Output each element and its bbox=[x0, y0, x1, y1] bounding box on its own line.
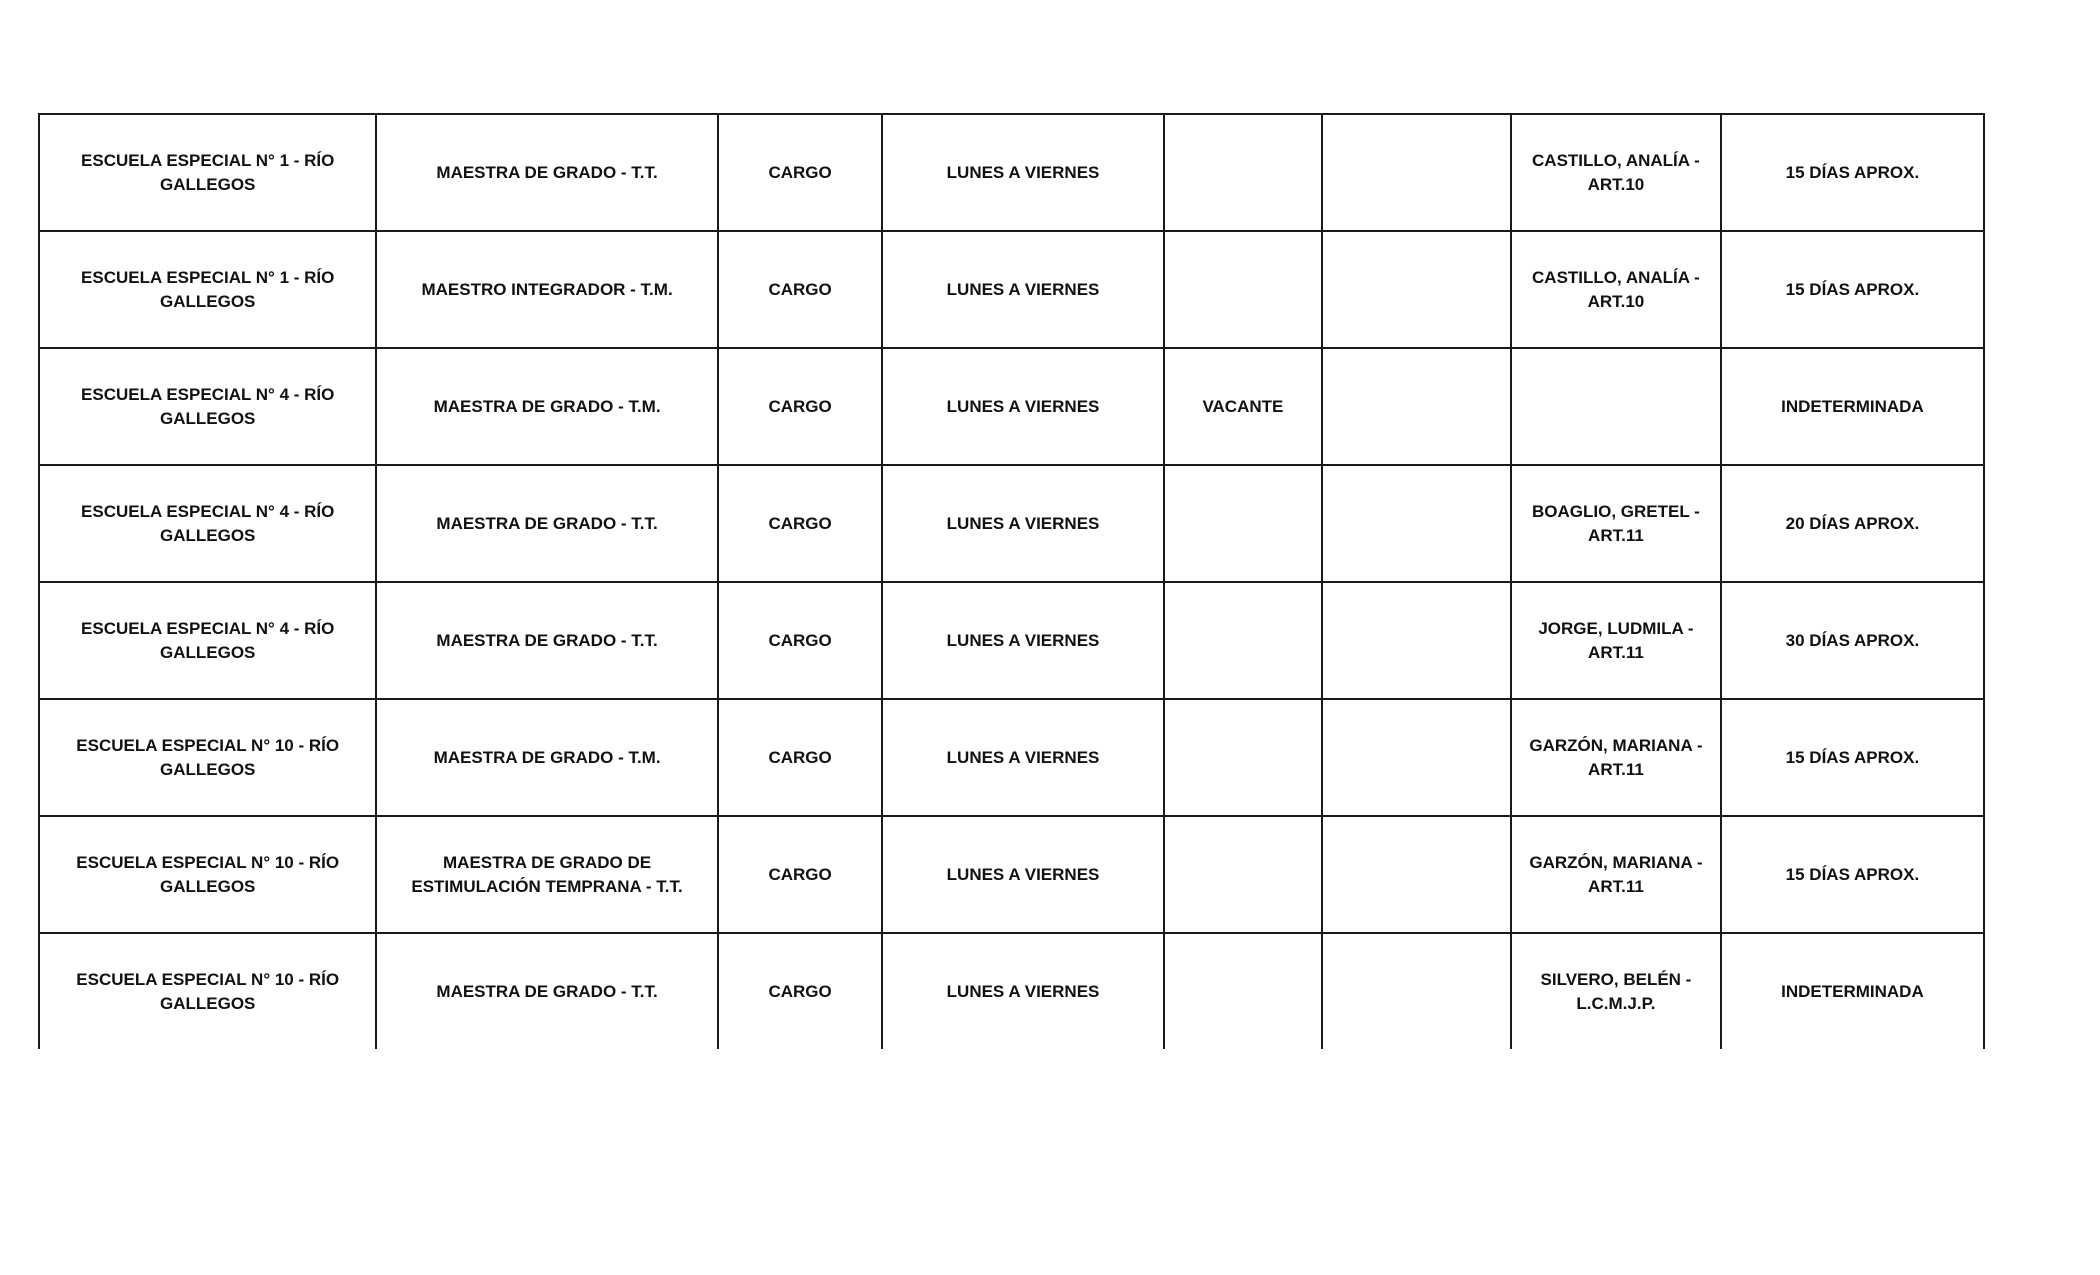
status-cell bbox=[1164, 465, 1323, 582]
schedule-cell: LUNES A VIERNES bbox=[882, 816, 1163, 933]
schedule-cell: LUNES A VIERNES bbox=[882, 114, 1163, 231]
status-cell bbox=[1164, 816, 1323, 933]
duration-cell: 30 DÍAS APROX. bbox=[1721, 582, 1984, 699]
schedule-cell: LUNES A VIERNES bbox=[882, 933, 1163, 1049]
duration-cell: INDETERMINADA bbox=[1721, 933, 1984, 1049]
duration-cell: 15 DÍAS APROX. bbox=[1721, 699, 1984, 816]
status-cell: VACANTE bbox=[1164, 348, 1323, 465]
type-cell: CARGO bbox=[718, 348, 883, 465]
holder-cell: JORGE, LUDMILA - ART.11 bbox=[1511, 582, 1721, 699]
table-row bbox=[39, 348, 1984, 465]
school-cell: ESCUELA ESPECIAL N° 10 - RÍO GALLEGOS bbox=[39, 699, 376, 816]
empty-cell bbox=[1322, 933, 1511, 1049]
position-cell: MAESTRA DE GRADO - T.M. bbox=[376, 348, 717, 465]
type-cell: CARGO bbox=[718, 465, 883, 582]
schedule-cell: LUNES A VIERNES bbox=[882, 699, 1163, 816]
empty-cell bbox=[1322, 699, 1511, 816]
position-cell: MAESTRA DE GRADO DE ESTIMULACIÓN TEMPRANA - T.T. bbox=[376, 816, 717, 933]
status-cell bbox=[1164, 114, 1323, 231]
duration-cell: 15 DÍAS APROX. bbox=[1721, 816, 1984, 933]
holder-cell: CASTILLO, ANALÍA - ART.10 bbox=[1511, 114, 1721, 231]
empty-cell bbox=[1322, 348, 1511, 465]
position-cell: MAESTRA DE GRADO - T.T. bbox=[376, 582, 717, 699]
duration-cell: INDETERMINADA bbox=[1721, 348, 1984, 465]
holder-cell: CASTILLO, ANALÍA - ART.10 bbox=[1511, 231, 1721, 348]
duration-cell: 20 DÍAS APROX. bbox=[1721, 465, 1984, 582]
type-cell: CARGO bbox=[718, 114, 883, 231]
type-cell: CARGO bbox=[718, 933, 883, 1049]
position-cell: MAESTRA DE GRADO - T.T. bbox=[376, 933, 717, 1049]
position-cell: MAESTRO INTEGRADOR - T.M. bbox=[376, 231, 717, 348]
holder-cell: GARZÓN, MARIANA - ART.11 bbox=[1511, 699, 1721, 816]
schedule-cell: LUNES A VIERNES bbox=[882, 231, 1163, 348]
position-cell: MAESTRA DE GRADO - T.M. bbox=[376, 699, 717, 816]
empty-cell bbox=[1322, 582, 1511, 699]
vacancies-table bbox=[38, 113, 1985, 1049]
duration-cell: 15 DÍAS APROX. bbox=[1721, 114, 1984, 231]
holder-cell bbox=[1511, 348, 1721, 465]
school-cell: ESCUELA ESPECIAL N° 4 - RÍO GALLEGOS bbox=[39, 348, 376, 465]
schedule-cell: LUNES A VIERNES bbox=[882, 582, 1163, 699]
status-cell bbox=[1164, 933, 1323, 1049]
empty-cell bbox=[1322, 231, 1511, 348]
table-row bbox=[39, 582, 1984, 699]
position-cell: MAESTRA DE GRADO - T.T. bbox=[376, 114, 717, 231]
position-cell: MAESTRA DE GRADO - T.T. bbox=[376, 465, 717, 582]
school-cell: ESCUELA ESPECIAL N° 1 - RÍO GALLEGOS bbox=[39, 231, 376, 348]
school-cell: ESCUELA ESPECIAL N° 1 - RÍO GALLEGOS bbox=[39, 114, 376, 231]
type-cell: CARGO bbox=[718, 699, 883, 816]
vacancies-sheet bbox=[38, 113, 1985, 1049]
school-cell: ESCUELA ESPECIAL N° 10 - RÍO GALLEGOS bbox=[39, 933, 376, 1049]
empty-cell bbox=[1322, 465, 1511, 582]
table-row bbox=[39, 933, 1984, 1049]
status-cell bbox=[1164, 231, 1323, 348]
type-cell: CARGO bbox=[718, 816, 883, 933]
empty-cell bbox=[1322, 816, 1511, 933]
status-cell bbox=[1164, 582, 1323, 699]
table-row bbox=[39, 231, 1984, 348]
table-row bbox=[39, 114, 1984, 231]
schedule-cell: LUNES A VIERNES bbox=[882, 348, 1163, 465]
schedule-cell: LUNES A VIERNES bbox=[882, 465, 1163, 582]
holder-cell: SILVERO, BELÉN - L.C.M.J.P. bbox=[1511, 933, 1721, 1049]
school-cell: ESCUELA ESPECIAL N° 10 - RÍO GALLEGOS bbox=[39, 816, 376, 933]
duration-cell: 15 DÍAS APROX. bbox=[1721, 231, 1984, 348]
holder-cell: GARZÓN, MARIANA - ART.11 bbox=[1511, 816, 1721, 933]
school-cell: ESCUELA ESPECIAL N° 4 - RÍO GALLEGOS bbox=[39, 465, 376, 582]
table-row bbox=[39, 699, 1984, 816]
holder-cell: BOAGLIO, GRETEL - ART.11 bbox=[1511, 465, 1721, 582]
school-cell: ESCUELA ESPECIAL N° 4 - RÍO GALLEGOS bbox=[39, 582, 376, 699]
status-cell bbox=[1164, 699, 1323, 816]
table-row bbox=[39, 816, 1984, 933]
type-cell: CARGO bbox=[718, 231, 883, 348]
type-cell: CARGO bbox=[718, 582, 883, 699]
table-row bbox=[39, 465, 1984, 582]
empty-cell bbox=[1322, 114, 1511, 231]
